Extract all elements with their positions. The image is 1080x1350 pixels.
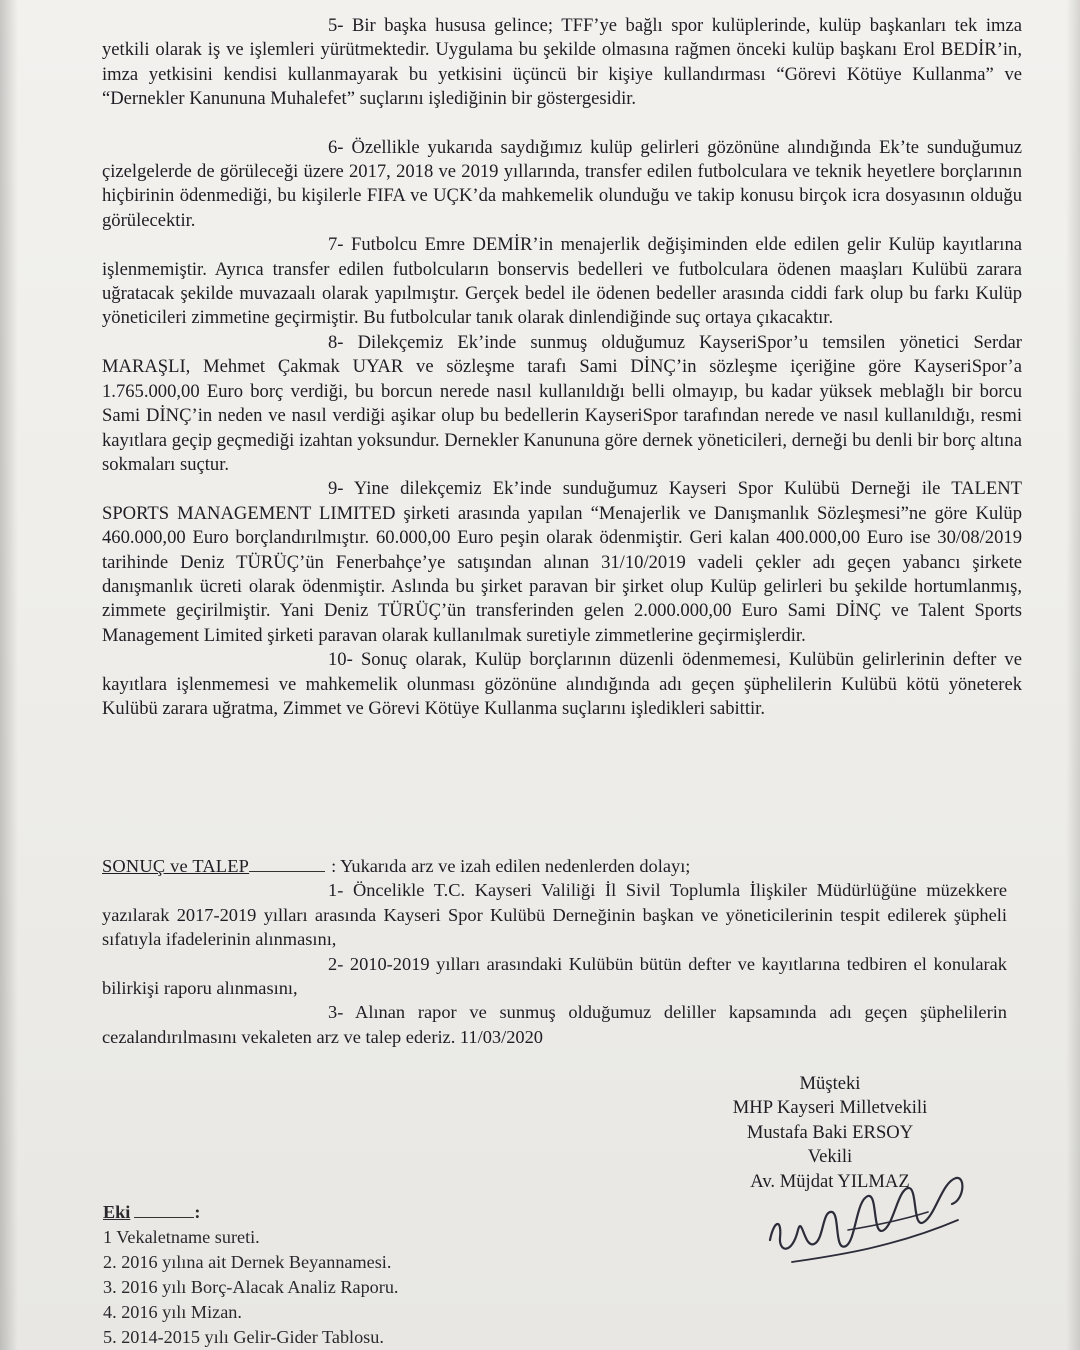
agent-label: Vekili (807, 1146, 853, 1168)
complainant-name: Mustafa Baki ERSOY (746, 1121, 914, 1143)
agent-name: Av. Müjdat YILMAZ (750, 1170, 910, 1192)
conclusion-request (102, 854, 1007, 1049)
paragraph-10: 10- Sonuç olarak, Kulüp borçlarının düzenli ödenmemesi, Kulübün gelirlerinin defter ve kayıtlara işlenmemesi ve mahkemelik olunması gözönüne alındığında adı geçen şüphelilerin Kulübü kötü yöneterek Kulübü zarara uğratma, Zimmet ve Görevi Kötüye Kullanma suçlarını işledikleri sabittir. (102, 649, 1022, 719)
request-heading-blank (249, 871, 325, 872)
annex-title (103, 1200, 543, 1225)
annex-item: 1 Vekaletname sureti. (103, 1227, 260, 1247)
paragraph-8: 8- Dilekçemiz Ek’inde sunmuş olduğumuz KayseriSpor’u temsilen yönetici Serdar MARAŞLI, Mehmet Çakmak UYAR ve sözleşme tarafı Sami DİNÇ’in sözleşme içeriğine göre KayseriSpor’a 1.765.000,00 Euro borç verdiği, bu borcun nerede nasıl kullanıldığı belli olmayıp, bu kadar yüksek meblağlı bir borcu Sami DİNÇ’in neden ve nasıl verdiği aşikar olup bu bedellerin KayseriSpor tarafından nerede ve nasıl kullanıldığı, resmi kayıtlara geçip geçmediği izahtan yoksundur. Dernekler Kanununa göre dernek yöneticileri, derneği bu denli bir borç altına sokmaları suçtur. (102, 331, 1022, 475)
annex-items (103, 1225, 543, 1350)
annex-item: 4. 2016 yılı Mizan. (103, 1302, 242, 1322)
request-heading (102, 854, 1007, 878)
annex-item: 3. 2016 yılı Borç-Alacak Analiz Raporu. (103, 1277, 399, 1297)
paragraph-5: 5- Bir başka hususa gelince; TFF’ye bağlı spor kulüplerinde, kulüp başkanları tek imza yetkili olarak iş ve işlemleri yürütmektedir. Uygulama bu şekilde olmasına rağmen önceki kulüp başkanı Erol BEDİR’in, imza yetkisini kendisi kullanmayarak bu yetkisini üçüncü bir kişiye kullandırması “Görevi Kötüye Kullanma” ve “Dernekler Kanununa Muhalefet” suçlarını işlediğinin bir göstergesidir. (102, 15, 1022, 110)
annex-title-colon: : (194, 1202, 201, 1222)
handwritten-signature (752, 1160, 992, 1280)
annex-list (103, 1200, 543, 1350)
request-heading-label: SONUÇ ve TALEP (102, 856, 250, 876)
complainant-role: Müşteki (799, 1073, 861, 1094)
request-item-2: 2- 2010-2019 yılları arasındaki Kulübün bütün defter ve kayıtlarına tedbiren el konularak bilirkişi raporu alınmasını, (102, 953, 1007, 999)
request-heading-text: : Yukarıda arz ve izah edilen nedenlerden dolayı; (331, 856, 691, 876)
annex-title-blank (134, 1217, 194, 1218)
request-item-3: 3- Alınan rapor ve sunmuş olduğumuz deliller kapsamında adı geçen şüphelilerin cezalandırılmasını vekaleten arz ve talep ederiz. 11/03/2020 (102, 1002, 1007, 1047)
request-item-1: 1- Öncelikle T.C. Kayseri Valiliği İl Sivil Toplumla İlişkiler Müdürlüğüne müzekkere yazılarak 2017-2019 yılları arasında Kayseri Spor Kulübü Derneğinin başkan ve yöneticilerinin tespit edilerek şüpheli sıfatıyla ifadelerinin alınmasını, (102, 880, 1007, 950)
annex-item: 2. 2016 yılına ait Dernek Beyannamesi. (103, 1252, 392, 1272)
paragraph-7: 7- Futbolcu Emre DEMİR’in menajerlik değişiminden elde edilen gelir Kulüp kayıtlarına işlenmemiştir. Ayrıca transfer edilen futbolcuların bonservis bedelleri ve futbolculara ödenen maaşları Kulübü zarara uğratacak şekilde muvazaalı olarak yapılmıştır. Gerçek bedel ile ödenen bedeller arasında ciddi fark olup bu farkı Kulüp yöneticileri zimmetine geçirmiştir. Bu futbolcular tanık olarak dinlendiğinde suç ortaya çıkacaktır. (102, 234, 1022, 329)
complainant-title: MHP Kayseri Milletvekili (732, 1097, 928, 1119)
paragraph-9: 9- Yine dilekçemiz Ek’inde sunduğumuz Kayseri Spor Kulübü Derneği ile TALENT SPORTS MANAGEMENT LIMITED şirketi arasında yapılan “Menajerlik ve Danışmanlık Sözleşmesi”ne göre Kulüp 460.000,00 Euro borçlandırılmıştır. 60.000,00 Euro peşin olarak ödenmiştir. Geri kalan 400.000,00 Euro ise 30/08/2019 tarihinde Deniz TÜRÜÇ’ün Fenerbahçe’ye satışından alınan 31/10/2019 vadeli çekler adı geçen yabancı şirkete danışmanlık ücreti olarak ödenmiştir. Aslında bu şirket paravan bir şirket olup Kulüp gelirleri bu şekilde hortumlanmış, zimmete geçirilmiştir. Yani Deniz TÜRÜÇ’ün transferinden gelen 2.000.000,00 Euro Sami DİNÇ ve Talent Sports Management Limited şirketi paravan olarak kullanılmak suretiyle zimmetlerine geçirmişlerdir. (102, 478, 1022, 646)
petition-body (102, 14, 1022, 721)
annex-title-label: Eki (103, 1202, 131, 1222)
annex-item: 5. 2014-2015 yılı Gelir-Gider Tablosu. (103, 1327, 384, 1347)
paragraph-6: 6- Özellikle yukarıda saydığımız kulüp gelirleri gözönüne alındığında Ek’te sunduğumuz çizelgelerde de görüleceği üzere 2017, 2018 ve 2019 yıllarında, transfer edilen futbolculara ve teknik heyetlere borçlarının hiçbirinin ödenmediği, bu kişilerle FIFA ve UÇK’da mahkemelik olunduğu ve takip konusu birçok icra dosyasının olduğu görülecektir. (102, 136, 1022, 231)
